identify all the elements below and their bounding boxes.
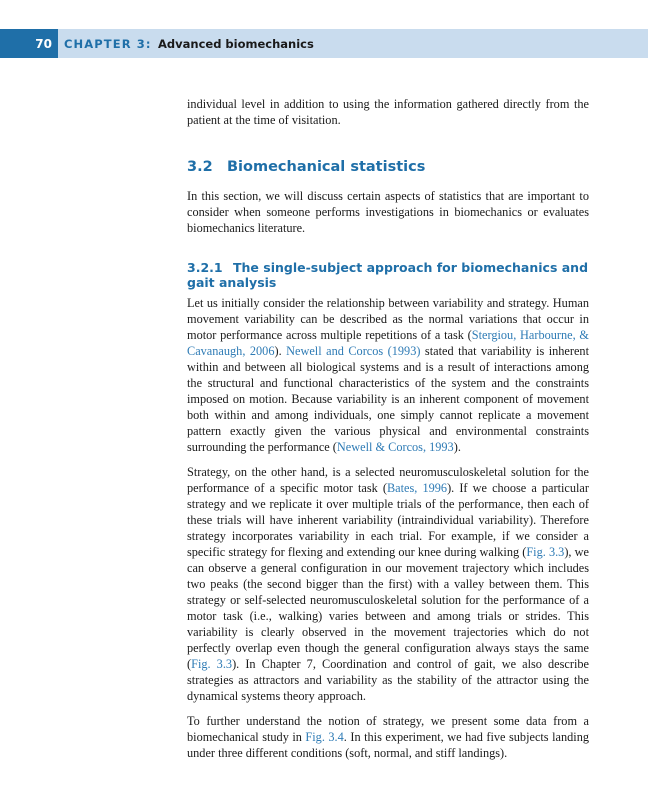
intro-paragraph: individual level in addition to using the information gathered directly from the patient at the time of visitation. [187,97,589,127]
citation-link[interactable]: Bates, 1996 [386,481,448,495]
subsection-heading [187,260,589,290]
figure-link[interactable]: Fig. 3.3 [526,545,565,559]
citation-link[interactable]: Newell & Corcos, 1993 [336,440,454,454]
page-body [187,96,589,761]
text-run: ). In Chapter 7, Coordination and control of gait, we also describe strategies as attractors and variability as the stability of the attractor using the dynamical systems theory approach. [187,657,589,703]
text-run: ), we can observe a general configuration in our movement trajectory which includes two peaks (the second bigger than the first) with a valley between them. This strategy or self-selected neuromusculoskeletal solution for the performance of a motor task (i.e., walking) varies between and among trials or strides. This variability is clearly observed in the movement trajectories which do not perfectly overlap even though the general configuration always stays the same ( [187,545,589,671]
paragraph-strategy [187,464,589,704]
section-number: 3.2 [187,159,213,175]
text-run: To further understand the notion of strategy, we present some data from a biomechanical study in [187,714,589,744]
figure-link[interactable]: Fig. 3.4 [305,730,344,744]
text-run: Let us initially consider the relationship between variability and strategy. Human movement variability can be described as the normal variations that occur in motor performance across multiple repetitions of a task ( [187,296,589,342]
citation-link[interactable]: Stergiou, Harbourne, & Cavanaugh, 2006 [187,328,589,358]
paragraph-variability [187,295,589,455]
text-run: . In this experiment, we had five subjects landing under three different conditions (soft, normal, and stiff landings). [187,730,589,760]
figure-link[interactable]: Fig. 3.3 [191,657,233,671]
text-run: ). [274,344,287,358]
running-header [0,29,648,58]
citation-link[interactable]: Newell and Corcos (1993) [286,344,421,358]
section-heading [187,158,589,176]
subsection-number: 3.2.1 [187,260,223,275]
text-run: ). [453,440,461,454]
page-number: 70 [0,29,58,58]
subsection-title: The single-subject approach for biomechanics and gait analysis [187,260,589,290]
section-title: Biomechanical statistics [227,159,426,175]
text-run: stated that variability is inherent within and between all biological systems and is a result of interactions among the structural and functional characteristics of the system and the constraints imposed on motion. Because variability is an inherent component of movement both within and among individuals, one simply cannot replicate a movement pattern exactly given the various physical and environmental constraints surrounding the performance ( [187,344,589,454]
paragraph-experiment [187,713,589,761]
chapter-title: Advanced biomechanics [158,37,314,51]
section-intro-paragraph: In this section, we will discuss certain aspects of statistics that are important to consider when someone performs investigations in biomechanics or evaluates biomechanics literature. [187,189,589,235]
chapter-label: CHAPTER 3: [64,37,152,51]
text-run: Strategy, on the other hand, is a selected neuromusculoskeletal solution for the performance of a specific motor task ( [187,465,589,495]
text-run: ). If we choose a particular strategy and we replicate it over multiple trials of the performance, then each of these trials will have inherent variability (intraindividual variability). Therefore strategy incorporates variability in each trial. For example, if we consider a specific strategy for flexing and extending our knee during walking ( [187,481,589,559]
